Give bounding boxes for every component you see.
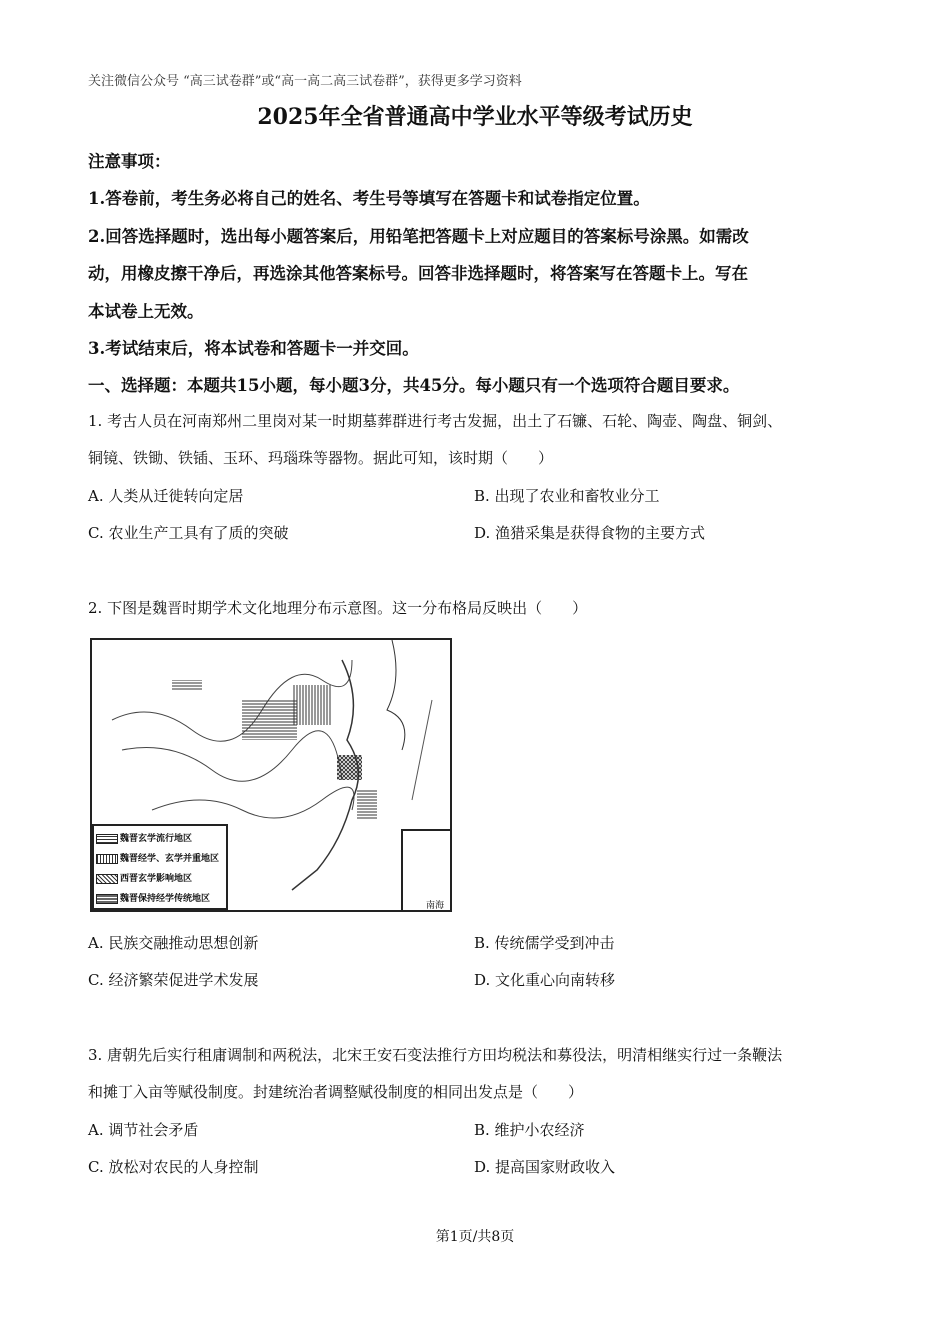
- legend-swatch: [96, 874, 118, 884]
- legend-label: 魏晋经学、玄学并重地区: [120, 854, 220, 864]
- q2-option-b: B. 传统儒学受到冲击: [474, 934, 615, 952]
- notice-line: 动，用橡皮擦干净后，再选涂其他答案标号。回答非选择题时，将答案写在答题卡上。写在: [88, 264, 748, 283]
- q3-option-c: C. 放松对农民的人身控制: [88, 1158, 259, 1176]
- notice-heading: 注意事项：: [88, 152, 171, 171]
- section-heading: 一、选择题：本题共15小题，每小题3分，共45分。每小题只有一个选项符合题目要求。: [88, 376, 740, 395]
- inset-label: 南海: [426, 901, 445, 911]
- legend-item: [96, 869, 224, 889]
- legend-swatch: [96, 834, 118, 844]
- page-title: 2025年全省普通高中学业水平等级考试历史: [257, 104, 693, 130]
- legend-swatch: [96, 854, 118, 864]
- notice-line: 3.考试结束后，将本试卷和答题卡一并交回。: [88, 339, 419, 358]
- legend-item: [96, 849, 224, 869]
- header-note: 关注微信公众号 “高三试卷群”或“高一高二高三试卷群”，获得更多学习资料: [88, 74, 522, 89]
- notice-line: 2.回答选择题时，选出每小题答案后，用铅笔把答题卡上对应题目的答案标号涂黑。如需改: [88, 227, 749, 246]
- page-number: 第1页/共8页: [435, 1229, 515, 1245]
- notice-line: 1.答卷前，考生务必将自己的姓名、考生号等填写在答题卡和试卷指定位置。: [88, 189, 650, 208]
- legend-label: 魏晋保持经学传统地区: [120, 894, 211, 904]
- notice-line: 本试卷上无效。: [88, 302, 204, 321]
- legend-item: [96, 889, 224, 909]
- legend-label: 西晋玄学影响地区: [120, 874, 193, 884]
- legend-area-jing-xuan: [292, 685, 332, 725]
- question-3-stem: 3. 唐朝先后实行租庸调制和两税法，北宋王安石变法推行方田均税法和募役法，明清相继实行过一条鞭法: [88, 1046, 783, 1064]
- q2-option-a: A. 民族交融推动思想创新: [88, 934, 259, 952]
- wei-jin-academic-map: [90, 638, 452, 912]
- question-2-stem: 2. 下图是魏晋时期学术文化地理分布示意图。这一分布格局反映出（ ）: [88, 599, 588, 617]
- question-1-stem: 1. 考古人员在河南郑州二里岗对某一时期墓葬群进行考古发掘，出土了石镰、石轮、陶壶、陶盘、铜剑、: [88, 412, 783, 430]
- question-1-stem: 铜镜、铁锄、铁锸、玉环、玛瑙珠等器物。据此可知，该时期（ ）: [88, 449, 554, 467]
- q1-option-c: C. 农业生产工具有了质的突破: [88, 524, 289, 542]
- question-3-stem: 和摊丁入亩等赋役制度。封建统治者调整赋役制度的相同出发点是（ ）: [88, 1083, 584, 1101]
- q2-option-d: D. 文化重心向南转移: [474, 971, 616, 989]
- q3-option-d: D. 提高国家财政收入: [474, 1158, 616, 1176]
- q1-option-d: D. 渔猎采集是获得食物的主要方式: [474, 524, 706, 542]
- map-legend: [92, 824, 228, 910]
- legend-item: [96, 829, 224, 849]
- q1-option-b: B. 出现了农业和畜牧业分工: [474, 487, 660, 505]
- q3-option-b: B. 维护小农经济: [474, 1121, 585, 1139]
- legend-swatch: [96, 894, 118, 904]
- q2-option-c: C. 经济繁荣促进学术发展: [88, 971, 259, 989]
- q1-option-a: A. 人类从迁徙转向定居: [88, 487, 244, 505]
- q3-option-a: A. 调节社会矛盾: [88, 1121, 199, 1139]
- legend-label: 魏晋玄学流行地区: [120, 834, 193, 844]
